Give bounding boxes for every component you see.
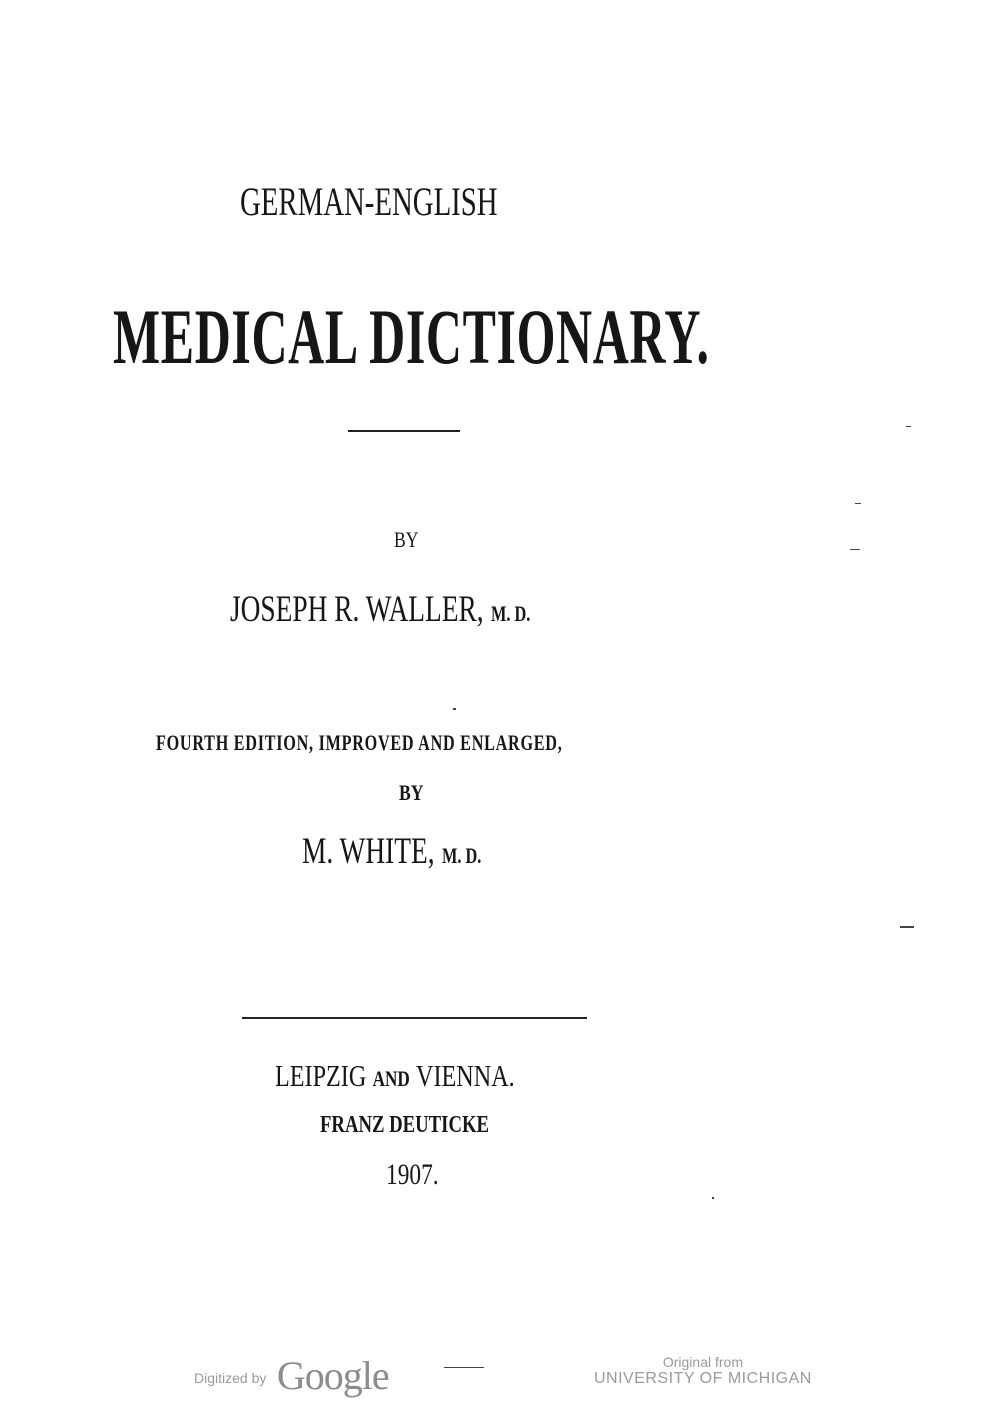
original-from-label: Original from: [662, 1354, 743, 1370]
divider-rule-bottom: [242, 1017, 587, 1019]
divider-rule-top: [348, 430, 460, 432]
edition-statement: FOURTH EDITION, IMPROVED AND ENLARGED,: [156, 730, 563, 755]
author-degree: M. D.: [490, 601, 531, 626]
author-name: JOSEPH R. WALLER,: [230, 589, 484, 630]
city-conjunction: AND: [372, 1066, 410, 1091]
book-title: MEDICAL DICTIONARY.: [113, 293, 710, 380]
scan-speck: [453, 708, 456, 710]
reviser-line: [302, 830, 481, 873]
scan-speck: [444, 1367, 484, 1368]
scan-speck: [712, 1197, 714, 1199]
publication-year: 1907.: [386, 1158, 439, 1191]
imprint-cities: [275, 1058, 515, 1094]
scan-speck: [900, 926, 914, 928]
reviser-degree: M. D.: [441, 843, 482, 868]
by-label: BY: [394, 527, 419, 552]
by-label-2: BY: [399, 780, 424, 805]
institution-name: UNIVERSITY OF MICHIGAN: [594, 1370, 812, 1387]
city-leipzig: LEIPZIG: [275, 1058, 367, 1093]
book-subtitle: GERMAN-ENGLISH: [240, 179, 498, 224]
reviser-name: M. WHITE,: [302, 831, 435, 872]
author-line: [230, 588, 530, 631]
scan-speck: [850, 549, 860, 550]
google-logo: Google: [276, 1353, 389, 1398]
publisher-name: FRANZ DEUTICKE: [320, 1112, 490, 1138]
digitized-by-watermark: [194, 1352, 389, 1399]
scan-speck: [906, 426, 911, 427]
scan-speck: [855, 503, 861, 504]
city-vienna: VIENNA.: [415, 1058, 515, 1093]
digitized-label: Digitized by: [194, 1370, 267, 1386]
original-from-watermark: [594, 1354, 812, 1388]
